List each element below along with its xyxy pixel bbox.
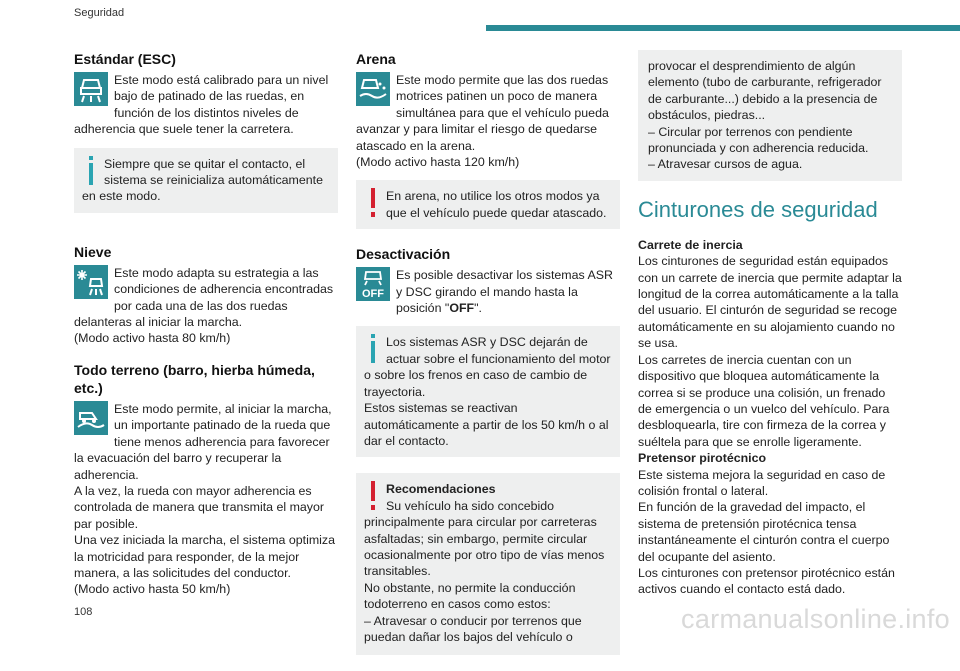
page-number: 108 [74, 606, 93, 618]
recommendations-text-3: – Atravesar o conducir por terrenos que puedan dañar los bajos del vehículo o [364, 613, 582, 644]
watermark: carmanualsonline.info [681, 604, 950, 634]
offroad-speed: (Modo activo hasta 50 km/h) [74, 582, 231, 597]
pretensioner-text-3: Los cinturones con pretensor pirotécnico están activos cuando el contacto está dado. [638, 565, 895, 597]
header-accent-bar [486, 25, 960, 31]
recommendations-text-1: Su vehículo ha sido concebido principalmente para circular por carreteras asfaltadas; sin embargo, permite circular ocasionalmente por otro tipo de vías menos transitables. [364, 498, 605, 579]
esc-heading: Estándar (ESC) [74, 51, 176, 67]
offroad-text-2: A la vez, la rueda con mayor adherencia es controlada de manera que transmita el mayor par posible. [74, 483, 325, 531]
column-1 [74, 50, 338, 598]
info-icon [364, 334, 386, 364]
sand-warning-text: En arena, no utilice los otros modos ya que el vehículo puede quedar atascado. [386, 189, 607, 220]
recommendations-title: Recomendaciones [386, 482, 496, 497]
esc-info-note [74, 148, 338, 213]
snow-mode-icon [74, 265, 108, 299]
deact-note-text-1: Los sistemas ASR y DSC dejarán de actuar sobre el funcionamiento del motor o sobre los frenos en caso de cambio de trayectoria. [364, 335, 611, 399]
offroad-text-3: Una vez iniciada la marcha, el sistema optimiza la motricidad para responder, de la mejor manera, a las solicitudes del conductor. [74, 533, 336, 580]
sand-text: Este modo permite que las dos ruedas motrices patinen un poco de manera simultánea para que el vehículo pueda avanzar y para limitar el riesgo de quedarse atascado en la arena. [356, 73, 609, 153]
inertia-reel-title: Carrete de inercia [638, 237, 743, 252]
sand-speed: (Modo activo hasta 120 km/h) [356, 155, 520, 170]
sand-heading: Arena [356, 51, 396, 67]
off-switch-icon [356, 267, 390, 301]
inertia-reel-text-2: Los carretes de inercia cuentan con un dispositivo que bloquea automáticamente la correa si se produce una colisión, un frenado de emergencia o un vuelco del vehículo. Para desbloquearla, tire con firmeza de la correa y suéltela para que se enrolle ligeramente. [638, 352, 890, 449]
recommendations-continued-note [638, 50, 902, 181]
deactivation-text: Es posible desactivar los sistemas ASR y DSC girando el mando hasta la posición "OFF". [396, 268, 613, 316]
esc-note-text: Siempre que se quitar el contacto, el sistema se reinicializa automáticamente en este modo. [82, 156, 323, 204]
section-header: Seguridad [74, 7, 125, 19]
seatbelts-heading: Cinturones de seguridad [638, 196, 878, 222]
off-icon-label: OFF [362, 288, 384, 301]
esc-mode-icon [74, 72, 108, 106]
deact-note-text-2: Estos sistemas se reactivan automáticamente a partir de los 50 km/h o al dar el contacto. [364, 401, 609, 448]
continued-text-2: – Circular por terrenos con pendiente pronunciada y con adherencia reducida. [648, 124, 869, 156]
warning-icon [364, 188, 386, 218]
snow-text: Este modo adapta su estrategia a las condiciones de adherencia encontradas por cada una de las dos ruedas delanteras al iniciar la marcha. [74, 265, 334, 330]
column-3 [638, 50, 902, 598]
continued-text-3: – Atravesar cursos de agua. [648, 157, 803, 172]
recommendations-warning-note [356, 473, 620, 655]
continued-text-1: provocar el desprendimiento de algún elemento (tubo de carburante, refrigerador de carburante...) debido a la presencia de obstáculos, piedras... [648, 59, 882, 123]
sand-warning-note [356, 180, 620, 229]
recommendations-text-2: No obstante, no permite la conducción todoterreno en casos como estos: [364, 580, 576, 612]
deactivation-heading: Desactivación [356, 246, 451, 263]
snow-speed: (Modo activo hasta 80 km/h) [74, 331, 231, 346]
pretensioner-text-2: En función de la gravedad del impacto, el sistema de pretensión pirotécnica tensa instantáneamente el cinturón contra el cuerpo del ocupante del asiento. [638, 500, 890, 564]
column-2 [356, 50, 620, 671]
pretensioner-title: Pretensor pirotécnico [638, 451, 767, 466]
sand-mode-icon [356, 72, 390, 106]
deactivation-info-note [356, 326, 620, 457]
esc-text: Este modo está calibrado para un nivel bajo de patinado de las ruedas, en función de los distintos niveles de adherencia que suele tener la carretera. [74, 73, 329, 137]
offroad-heading: Todo terreno (barro, hierba húmeda, etc.) [74, 361, 315, 396]
offroad-mode-icon [74, 401, 108, 435]
warning-icon [364, 481, 386, 511]
inertia-reel-text-1: Los cinturones de seguridad están equipados con un carrete de inercia que permite adaptar la longitud de la correa automáticamente a la talla del usuario. El cinturón de seguridad se recoge automáticamente en su alojamiento cuando no se usa. [638, 254, 902, 351]
info-icon [82, 156, 104, 186]
pretensioner-text-1: Este sistema mejora la seguridad en caso de colisión frontal o lateral. [638, 467, 886, 498]
offroad-text-1: Este modo permite, al iniciar la marcha, un importante patinado de la rueda que tiene menos adherencia para favorecer la evacuación del barro y recuperar la adherencia. [74, 401, 332, 482]
snow-heading: Nieve [74, 243, 112, 260]
